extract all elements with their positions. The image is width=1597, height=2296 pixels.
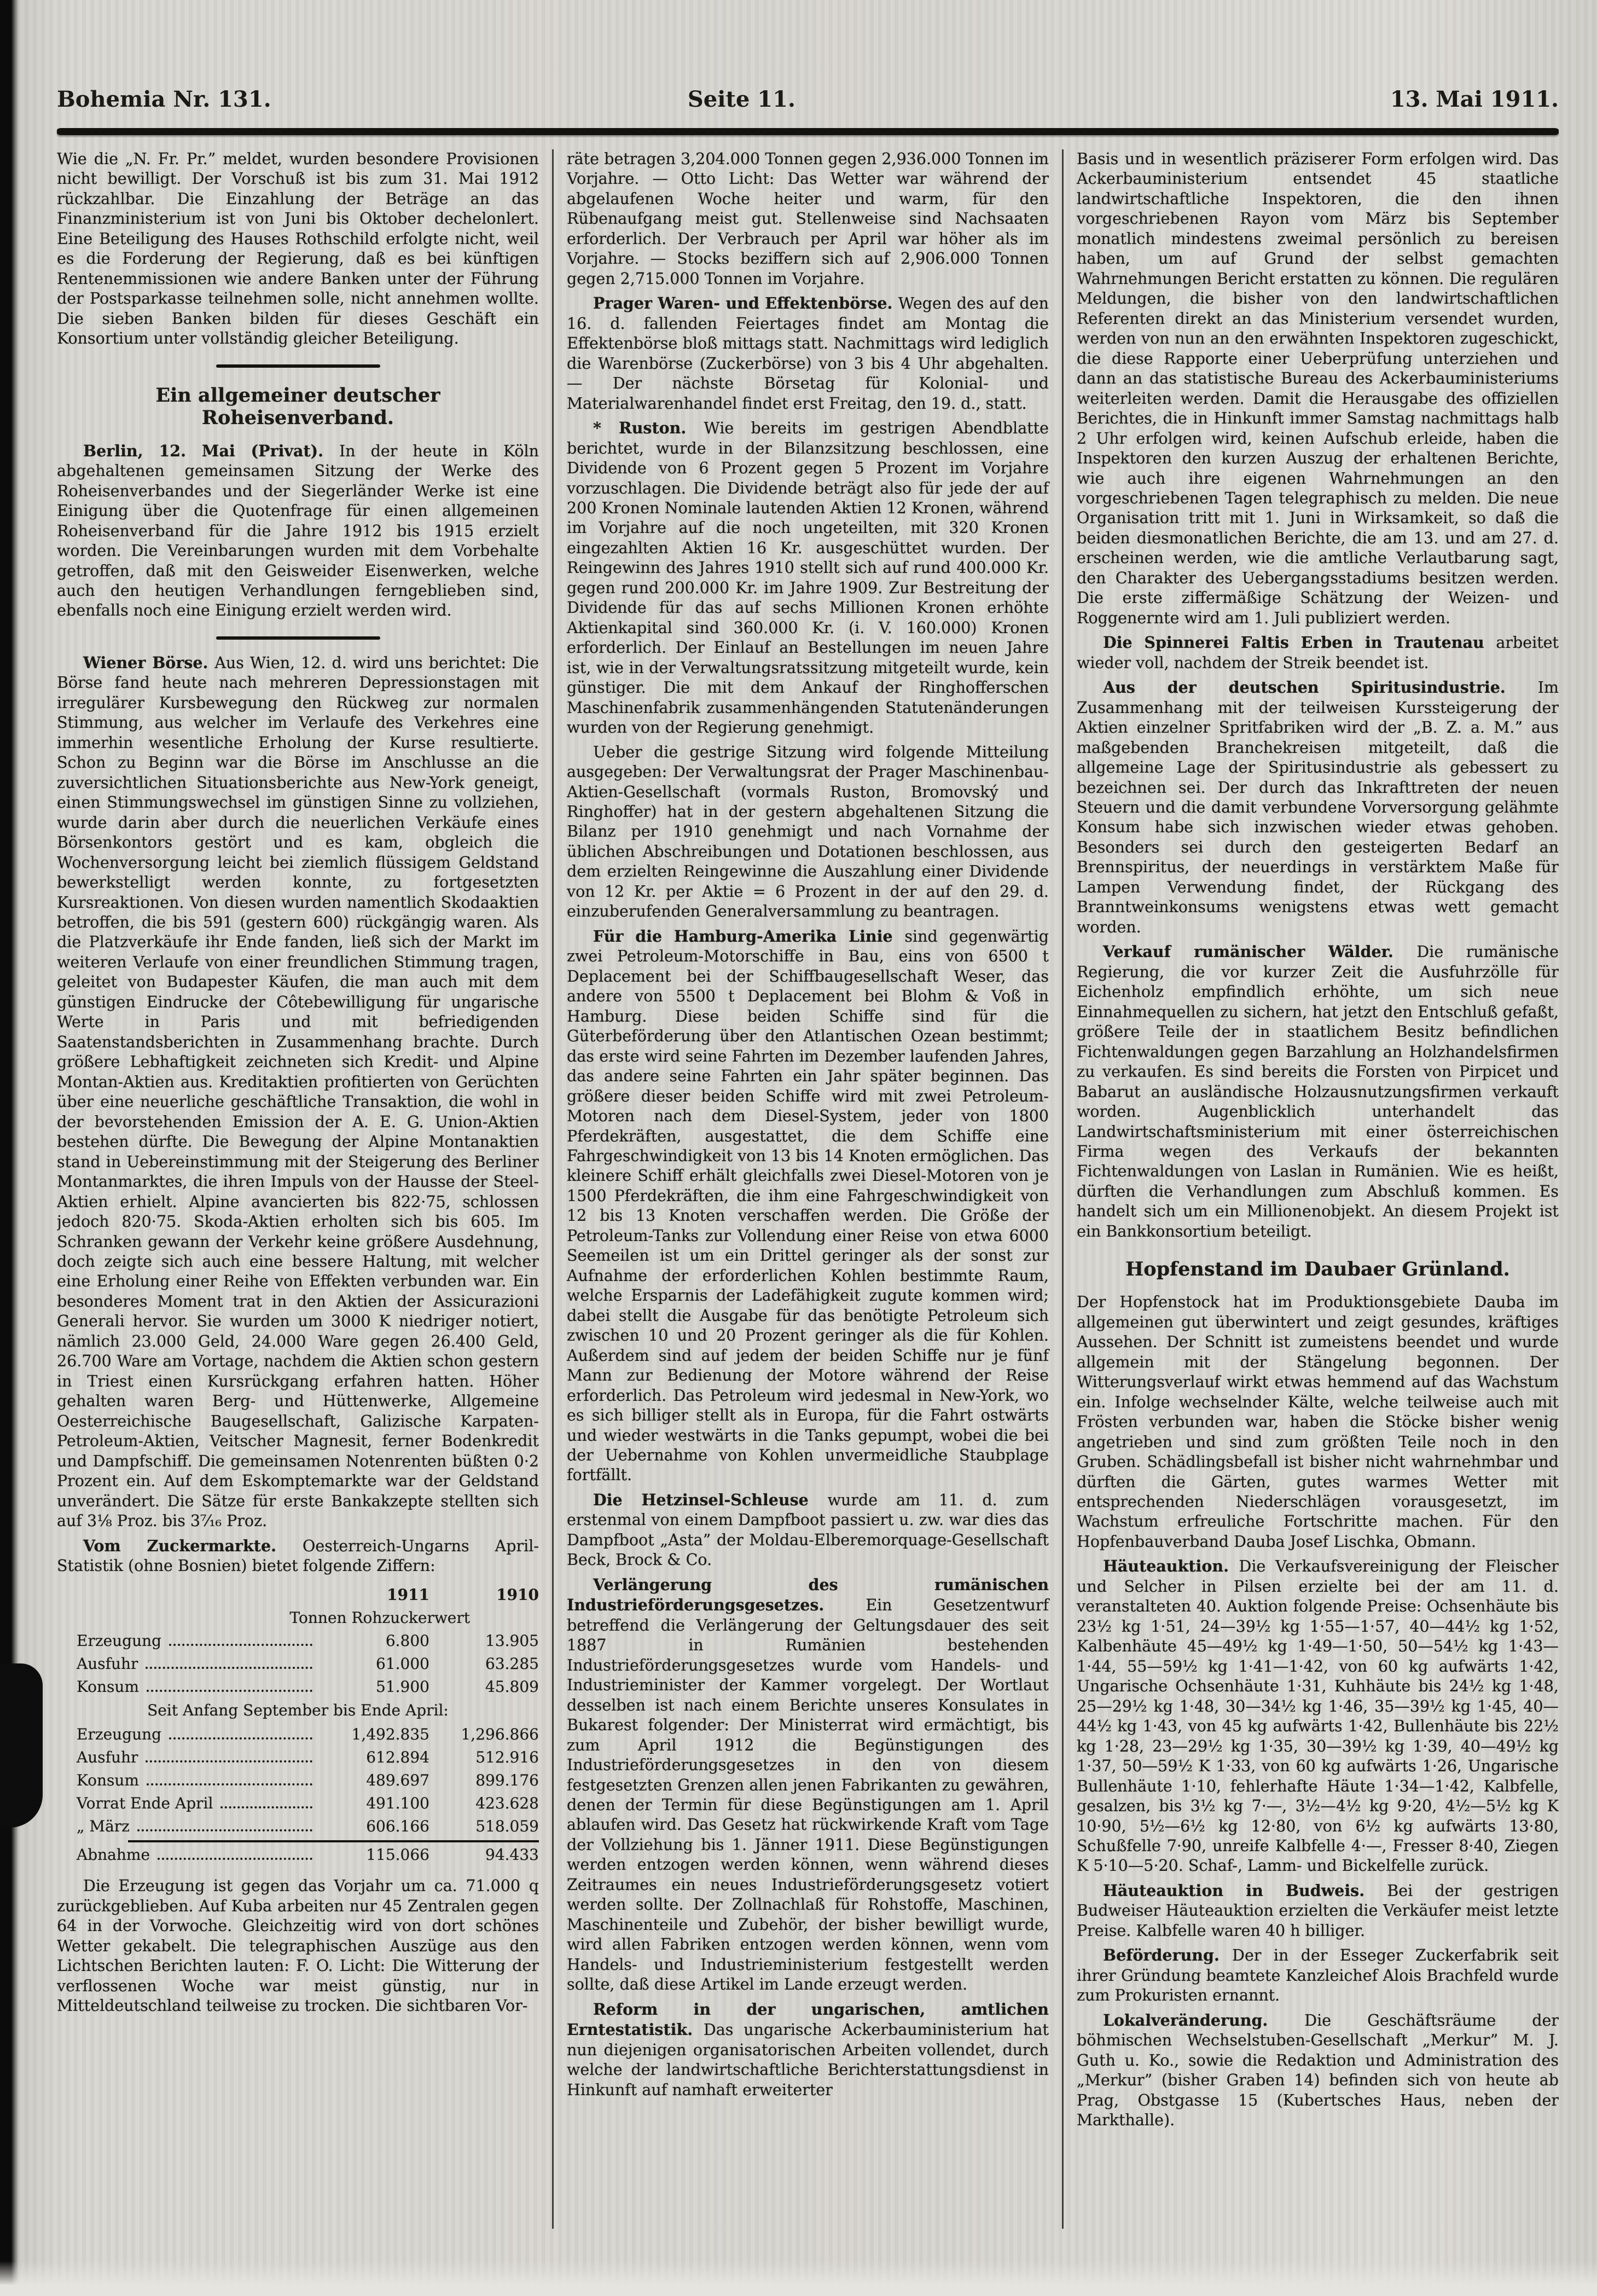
paragraph-lead: Reform in der ungarischen, amtlichen Erntestatistik.: [567, 1999, 1049, 2039]
column-3: [1065, 149, 1559, 2229]
paragraph-lead: Lokalveränderung.: [1103, 2010, 1305, 2030]
table-row: [57, 1792, 539, 1815]
table-value-1911: 1,492.835: [351, 1725, 429, 1744]
article-paragraph: Die Erzeugung ist gegen das Vorjahr um ca. 71.000 q zurückgeblieben. Auf Kuba arbeiten nur 45 Zentralen gegen 64 in der Vorwoche. Gleichzeitig wird von dort schönes Wetter gekabelt. Die telegraphischen Auszüge aus den Lichtschen Berichten lauten: F. O. Licht: Die Witterung der verflossenen Woche war meist günstig, nur in Mitteldeutschland teilweise zu trocken. Die sichtbaren Vor-: [57, 1877, 539, 2015]
paragraph-lead: Wiener Börse.: [83, 653, 215, 672]
article-paragraph: Reform in der ungarischen, amtlichen Erntestatistik. Das ungarische Ackerbauministerium hat nun diejenigen organisatorischen Arbeiten vollendet, durch welche der landwirtschaftliche Berichterstattungsdienst in Hinkunft auf namhaft erweiterter: [567, 1999, 1049, 2099]
table-row-label: Ausfuhr: [77, 1655, 138, 1673]
table-value-1911: 489.697: [366, 1771, 429, 1790]
table-row-label: Erzeugung: [77, 1632, 162, 1650]
article-paragraph: Aus der deutschen Spiritusindustrie. Im Zusammenhang mit der teilweisen Kurssteigerung der Aktien einzelner Spritfabriken wird der „B. Z. a. M.” aus maßgebenden Branchekreisen mitgeteilt, daß die allgemeine Lage der Spiritusindustrie als gebessert zu bezeichnen sei. Der durch das Inkrafttreten der neuen Steuern und die damit verbundene Vorversorgung gelähmte Konsum habe sich inzwischen wieder etwas gehoben. Besonders sei durch den gesteigerten Bedarf an Brennspiritus, der neuerdings in verstärktem Maße für Lampen Verwendung findet, der Rückgang des Branntweinkonsums wenigstens etwas wett gemacht worden.: [1077, 678, 1559, 936]
paragraph-lead: Für die Hamburg-Amerika Linie: [593, 926, 905, 946]
table-row-label: Konsum: [77, 1678, 140, 1696]
table-row: [57, 1769, 539, 1792]
statistics-table: [57, 1584, 539, 1866]
article-paragraph: Häuteauktion in Budweis. Bei der gestrigen Budweiser Häuteauktion erzielten die Verkäufer meist letzte Preise. Kalbfelle waren 40 h billiger.: [1077, 1881, 1559, 1940]
article-paragraph: Lokalveränderung. Die Geschäftsräume der böhmischen Wechselstuben-Gesellschaft „Merkur” M. J. Guth u. Ko., sowie die Redaktion und Administration des „Merkur” (bisher Graben 14) befinden sich von heute ab Prag, Obstgasse 15 (Kubertsches Haus, neben der Markthalle).: [1077, 2010, 1559, 2130]
dot-leader: [146, 1667, 312, 1669]
article-paragraph: * Ruston. Wie bereits im gestrigen Abendblatte berichtet, wurde in der Bilanzsitzung beschlossen, eine Dividende von 6 Prozent gegen 5 Prozent im Vorjahre vorzuschlagen. Die Dividende beträgt also für jede der auf 200 Kronen Nominale lautenden Aktien 12 Kronen, während im Vorjahre auf die noch ungeteilten, mit 320 Kronen eingezahlten Aktien 16 Kr. ausgeschüttet wurden. Der Reingewinn des Jahres 1910 stellt sich auf rund 400.000 Kr. gegen rund 200.000 Kr. im Jahre 1909. Zur Bestreitung der Dividende für das auf sechs Millionen Kronen erhöhte Aktienkapital sind 360.000 Kr. (i. V. 160.000) Kronen erforderlich. Der Einlauf an Bestellungen im neuen Jahre ist, wie in der Verwaltungsratssitzung mitgeteilt wurde, kein günstiger. Die mit dem Ankauf der Ringhofferschen Maschinenfabrik zusammenhängenden Statutenänderungen wurden von der Regierung genehmigt.: [567, 419, 1049, 737]
section-separator: [216, 364, 380, 368]
article-paragraph: Die Spinnerei Faltis Erben in Trautenau arbeitet wieder voll, nachdem der Streik beendet ist.: [1077, 633, 1559, 672]
paper-bottom-edge: [0, 2261, 1597, 2296]
table-value-1911: 6.800: [385, 1632, 429, 1650]
table-value-1910: 512.916: [475, 1748, 539, 1767]
paragraph-lead: Aus der deutschen Spiritusindustrie.: [1103, 678, 1538, 697]
table-value-1911: 61.000: [376, 1655, 429, 1673]
table-row: [57, 1746, 539, 1769]
paragraph-lead: Häuteauktion in Budweis.: [1103, 1881, 1387, 1900]
table-row-label: „ März: [77, 1817, 130, 1836]
article-columns: [57, 149, 1559, 2229]
table-row: [57, 1630, 539, 1653]
article-paragraph: Basis und in wesentlich präziserer Form erfolgen wird. Das Ackerbauministerium entsendet 45 staatliche landwirtschaftliche Inspektoren, die den ihnen vorgeschriebenen Rayon vom März bis September monatlich mindestens zweimal persönlich zu bereisen haben, um auf Grund der selbst gemachten Wahrnehmungen Bericht erstatten zu können. Die regulären Meldungen, die bisher von den landwirtschaftlichen Referenten direkt an das Ministerium versendet wurden, werden von nun an den erwähnten Inspektoren zugeschickt, die diese Rapporte einer Ueberprüfung unterziehen und dann an das statistische Bureau des Ackerbauministeriums weiterleiten werden. Damit die Herausgabe des offiziellen Berichtes, die in Hinkunft immer Samstag nachmittags halb 2 Uhr erfolgen wird, keinen Aufschub erleide, haben die Inspektoren den kurzen Auszug der erhaltenen Berichte, wie auch ihre eigenen Wahrnehmungen an den vorgeschriebenen Tagen telegraphisch zu melden. Die neue Organisation tritt mit 1. Juni in Wirksamkeit, so daß die beiden diesmonatlichen Berichte, die am 13. und am 27. d. erscheinen werden, wie die amtliche Verlautbarung sagt, den Charakter des Uebergangsstadiums besitzen werden. Die erste ziffermäßige Schätzung der Weizen- und Roggenernte wird am 1. Juli publiziert werden.: [1077, 150, 1559, 627]
paragraph-lead: Die Hetzinsel-Schleuse: [593, 1490, 828, 1509]
table-row: [57, 1675, 539, 1698]
masthead: [57, 86, 1559, 119]
table-value-1911: 491.100: [366, 1794, 429, 1813]
dot-leader: [169, 1737, 312, 1740]
article-paragraph: Wiener Börse. Aus Wien, 12. d. wird uns berichtet: Die Börse fand heute nach mehreren Depressionstagen mit irregulärer Kursbewegung den Rückweg zur normalen Stimmung, aus welcher im Verlaufe des Verkehres eine immerhin wesentliche Erholung der Kurse resultierte. Schon zu Beginn war die Börse im Anschlusse an die zuversichtlichen Situationsberichte aus New-York geneigt, einen Stimmungswechsel im günstigen Sinne zu vollziehen, wurde darin aber durch die neuerlichen Verkäufe eines Börsenkontors gestört und es kam, obgleich die Wochenversorgung leicht bei ziemlich flüssigem Geldstand bewerkstelligt werden konnte, zu fortgesetzten Kursreaktionen. Von diesen wurden namentlich Skodaaktien betroffen, die bis 591 (gestern 600) rückgängig waren. Als die Platzverkäufe ihr Ende fanden, ließ sich der Markt im weiteren Verlaufe von einer freundlichen Stimmung tragen, geleitet von Budapester Käufen, die man auch mit dem günstigen Eindrucke der Côtebewilligung für ungarische Werte in Paris und mit befriedigenden Saatenstandsberichten in Zusammenhang brachte. Durch größere Lebhaftigkeit zeichneten sich Kredit- und Alpine Montan-Aktien aus. Kreditaktien profitierten von Gerüchten über eine neuerliche geschäftliche Transaktion, die wohl in der bevorstehenden Emission der A. E. G. Union-Aktien bestehen dürfte. Die Bewegung der Alpine Montanaktien stand in Uebereinstimmung mit der Steigerung des Berliner Montanmarktes, die ihren Impuls von der Hausse der Steel-Aktien erhielt. Alpine avancierten bis 822·75, schlossen jedoch 820·75. Skoda-Aktien erholten sich bis 605. Im Schranken gewann der Verkehr keine größere Ausdehnung, doch zeigte sich auch eine bessere Haltung, mit welcher eine Erholung einer Reihe von Effekten verbunden war. Ein besonderes Moment trat in den Aktien der Assicurazioni Generali hervor. Sie wurden um 3000 K niedriger notiert, nämlich 23.000 Geld, 24.000 Ware gegen 26.400 Geld, 26.700 Ware am Vortage, nachdem die Aktien schon gestern in Triest einen Kursrückgang erfahren hatten. Höher gehalten waren Berg- und Hüttenwerke, Allgemeine Oesterreichische Baugesellschaft, Galizische Karpaten-Petroleum-Aktien, Veitscher Magnesit, ferner Bodenkredit und Dampfschiff. Die gemeinsamen Notenrenten büßten 0·2 Prozent ein. Auf dem Eskomptemarkte war der Geldstand unverändert. Die Sätze für erste Bankakzepte stellten sich auf 3⅛ Proz. bis 3⁷⁄₁₆ Proz.: [57, 653, 539, 1530]
article-paragraph: Ueber die gestrige Sitzung wird folgende Mitteilung ausgegeben: Der Verwaltungsrat der Prager Maschinenbau-Aktien-Gesellschaft (vormals Ruston, Bromovský und Ringhoffer) hat in der gestern abgehaltenen Sitzung die Bilanz per 1910 genehmigt und nach Vornahme der üblichen Abschreibungen und Dotationen beschlossen, aus dem erzielten Reingewinne die Auszahlung einer Dividende von 12 Kr. per Aktie = 6 Prozent in der auf den 29. d. einzuberufenden Generalversammlung zu beantragen.: [567, 743, 1049, 921]
table-value-1910: 423.628: [475, 1794, 539, 1813]
table-row: [57, 1653, 539, 1675]
paragraph-lead: Verkauf rumänischer Wälder.: [1103, 942, 1417, 961]
column-divider: [552, 149, 554, 2229]
article-paragraph: Wie die „N. Fr. Pr.” meldet, wurden besondere Provisionen nicht bewilligt. Der Vorschuß ist bis zum 31. Mai 1912 rückzahlbar. Die Einzahlung der Beträge an das Finanzministerium ist von Juni bis Oktober dechelonlert. Eine Beteiligung des Hauses Rothschild erfolgte nicht, weil es die Forderung der Regierung, daß es bei künftigen Rentenemmissionen wie andere Banken unter der Führung der Postsparkasse teilnehmen solle, nicht annehmen wollte. Die sieben Banken bilden für dieses Geschäft ein Konsortium unter vollständig gleicher Beteiligung.: [57, 150, 539, 348]
column-divider: [1062, 149, 1064, 2229]
paragraph-lead: Die Spinnerei Faltis Erben in Trautenau: [1103, 633, 1496, 652]
table-year-headers: [57, 1584, 539, 1607]
article-paragraph: Vom Zuckermarkte. Oesterreich-Ungarns April-Statistik (ohne Bosnien) bietet folgende Ziffern:: [57, 1536, 539, 1575]
column-2: [555, 149, 1061, 2229]
table-value-1911: 51.900: [376, 1678, 429, 1696]
table-row: [57, 1843, 539, 1866]
dot-leader: [146, 1760, 312, 1762]
table-row-label: Erzeugung: [77, 1725, 162, 1744]
article-paragraph: Der Hopfenstock hat im Produktionsgebiete Dauba im allgemeinen gut überwintert und zeigt gesundes, kräftiges Aussehen. Der Schnitt ist zumeistens beendet und wurde allgemein mit der Stängelung begonnen. Der Witterungsverlauf wirkt etwas hemmend auf das Wachstum ein. Infolge wechselnder Kälte, welche teilweise auch mit Frösten verbunden war, haben die Stöcke bisher wenig angetrieben und sind zum größten Teile noch in den Gruben. Schädlingsbefall ist bisher nicht wahrnehmbar und dürften die Gärten, gutes warmes Wetter mit entsprechenden Niederschlägen vorausgesetzt, im Wachstum erfreuliche Fortschritte machen. Für den Hopfenbauverband Dauba Josef Lischka, Obmann.: [1077, 1293, 1559, 1551]
table-row: [57, 1815, 539, 1838]
dot-leader: [137, 1829, 312, 1831]
table-row-label: Abnahme: [77, 1846, 150, 1864]
paragraph-lead: * Ruston.: [593, 419, 704, 438]
paragraph-lead: Vom Zuckermarkte.: [83, 1536, 303, 1555]
table-value-1910: 518.059: [475, 1817, 539, 1836]
table-value-1910: 94.433: [485, 1846, 539, 1864]
paragraph-lead: Prager Waren- und Effektenbörse.: [593, 294, 898, 313]
dot-leader: [147, 1690, 312, 1692]
article-paragraph: Für die Hamburg-Amerika Linie sind gegenwärtig zwei Petroleum-Motorschiffe in Bau, eins von 6500 t Deplacement bei der Schiffbaugesellschaft Weser, das andere von 5500 t Deplacement bei Blohm & Voß in Hamburg. Diese beiden Schiffe sind für die Güterbeförderung über den Atlantischen Ozean bestimmt; das erste wird seine Fahrten im Dezember laufenden Jahres, das andere seine Fahrten ein Jahr später beginnen. Das größere dieser beiden Schiffe wird mit zwei Petroleum-Motoren nach dem Diesel-System, jeder von 1800 Pferdekräften, ausgestattet, die dem Schiffe eine Fahrgeschwindigkeit von 13 bis 14 Knoten ermöglichen. Das kleinere Schiff erhält gleichfalls zwei Diesel-Motoren von je 1500 Pferdekräften, die ihm eine Fahrgeschwindigkeit von 12 bis 13 Knoten verschaffen werden. Die Größe der Petroleum-Tanks zur Vollendung einer Reise von etwa 6000 Seemeilen ist um ein Drittel geringer als der sonst zur Aufnahme der erforderlichen Kohlen bestimmte Raum, welche Ersparnis der Ladefähigkeit zugute kommen wird; dabei stellt die Ausgabe für das benötigte Petroleum sich zwischen 10 und 20 Prozent geringer als die für Kohlen. Außerdem sind auf jedem der beiden Schiffe nur je fünf Mann zur Bedienung der Motore während der Reise erforderlich. Das Petroleum wird jedesmal in New-York, wo es sich billiger stellt als in Europa, für die Fahrt ostwärts und wieder westwärts in die Tanks gepumpt, wobei die bei der Uebernahme von Kohlen unvermeidliche Staubplage fortfällt.: [567, 926, 1049, 1485]
article-paragraph: Verkauf rumänischer Wälder. Die rumänische Regierung, die vor kurzer Zeit die Ausfuhrzölle für Eichenholz empfindlich erhöhte, um sich neue Einnahmequellen zu sichern, hat jetzt den Entschluß gefaßt, größere Teile der in staatlichem Besitz befindlichen Fichtenwaldungen gegen Barzahlung an Holzhandelsfirmen zu verkaufen. Es sind bereits die Forsten von Pirpicet und Babarut an ausländische Holzausnutzungsfirmen verkauft worden. Augenblicklich unterhandelt das Landwirtschaftsministerium mit einer österreichischen Firma wegen des Verkaufs der bekannten Fichtenwaldungen von Laslan in Rumänien. Wie es heißt, dürften die Verhandlungen zum Abschluß kommen. Es handelt sich um ein Millionenobjekt. An diesem Projekt ist ein Bankkonsortium beteiligt.: [1077, 942, 1559, 1240]
table-value-1911: 115.066: [366, 1846, 429, 1864]
dot-leader: [169, 1644, 312, 1646]
table-value-1910: 63.285: [485, 1655, 539, 1673]
issue-date: 13. Mai 1911.: [1390, 86, 1559, 112]
paragraph-lead: Berlin, 12. Mai (Privat).: [83, 441, 339, 460]
table-section-caption: Seit Anfang September bis Ende April:: [147, 1701, 449, 1720]
table-year-header: 1910: [496, 1586, 539, 1604]
dot-leader: [220, 1806, 312, 1808]
table-row-label: Vorrat Ende April: [77, 1794, 213, 1813]
dot-leader: [158, 1858, 312, 1860]
article-paragraph: Die Hetzinsel-Schleuse wurde am 11. d. zum erstenmal von einem Dampfboot passiert u. zw. war dies das Dampfboot „Asta” der Moldau-Elberemorquage-Gesellschaft Beck, Brock & Co.: [567, 1490, 1049, 1569]
article-paragraph: Berlin, 12. Mai (Privat). In der heute in Köln abgehaltenen gemeinsamen Sitzung der Werke des Roheisenverbandes und der Siegerländer Werke ist eine Einigung über die Quotenfrage für einen allgemeinen Roheisenverband für die Jahre 1912 bis 1915 erzielt worden. Die Vereinbarungen wurden mit dem Vorbehalte getroffen, daß mit den Geisweider Eisenwerken, welche auch den heutigen Verhandlungen ferngeblieben sind, ebenfalls noch eine Einigung erzielt werden wird.: [57, 441, 539, 620]
page-content: [0, 86, 1597, 2229]
table-value-1910: 45.809: [485, 1678, 539, 1696]
article-paragraph: räte betragen 3,204.000 Tonnen gegen 2,936.000 Tonnen im Vorjahre. — Otto Licht: Das Wetter war während der abgelaufenen Woche heiter und warm, für den Rübenaufgang meist gut. Stellenweise sind Nachsaaten erforderlich. Der Verbrauch per April war höher als im Vorjahre. — Stocks beziffern sich auf 2,906.000 Tonnen gegen 2,715.000 Tonnen im Vorjahre.: [567, 150, 1049, 288]
paragraph-lead: Beförderung.: [1103, 1946, 1233, 1965]
table-row-label: Konsum: [77, 1771, 140, 1790]
table-value-1910: 1,296.866: [461, 1725, 539, 1744]
article-paragraph: Verlängerung des rumänischen Industrieförderungsgesetzes. Ein Gesetzentwurf betreffend die Verlängerung der Geltungsdauer des seit 1887 in Rumänien bestehenden Industrieförderungsgesetzes wurde vom Handels- und Industrieminister der Kammer vorgelegt. Der Wortlaut desselben ist nach einem Berichte unseres Konsulates in Bukarest folgender: Der Ministerrat wird ermächtigt, bis zum April 1912 die Begünstigungen des Industrieförderungsgesetzes in den von diesem festgesetzten Grenzen allen jenen Fabrikanten zu gewähren, denen der Termin für diese Begünstigungen am 1. April ablaufen wird. Das Gesetz hat rückwirkende Kraft vom Tage der Vollziehung bis 1. Jänner 1911. Diese Begünstigungen werden entzogen werden können, wenn während dieses Zeitraumes ein neues Industrieförderungsgesetz votiert werden sollte. Der Zollnachlaß für Rohstoffe, Maschinen, Maschinenteile und Zubehör, der bisher bewilligt wurde, wird allen Fabriken entzogen werden können, wenn vom Handels- und Industrieministerium festgestellt werden sollte, daß diese Artikel im Lande erzeugt werden.: [567, 1575, 1049, 1994]
table-row: [57, 1723, 539, 1746]
article-paragraph: Beförderung. Der in der Esseger Zuckerfabrik seit ihrer Gründung beamtete Kanzleichef Alois Brachfeld wurde zum Prokuristen ernannt.: [1077, 1946, 1559, 2005]
section-separator: [216, 636, 380, 640]
article-heading: Ein allgemeiner deutscher Roheisenverband.: [155, 384, 440, 429]
paragraph-lead: Verlängerung des rumänischen Industrieförderungsgesetzes.: [567, 1575, 1049, 1615]
column-1: [57, 149, 551, 2229]
table-value-1911: 606.166: [366, 1817, 429, 1836]
article-heading: Hopfenstand im Daubaer Grünland.: [1125, 1258, 1510, 1281]
table-row-label: Ausfuhr: [77, 1748, 138, 1767]
dot-leader: [147, 1783, 312, 1785]
table-value-1910: 13.905: [485, 1632, 539, 1650]
table-value-1910: 899.176: [475, 1771, 539, 1790]
table-sum-rule: [128, 1840, 539, 1842]
page-number: Seite 11.: [687, 86, 795, 112]
masthead-rule: [57, 128, 1559, 135]
issue-number: Bohemia Nr. 131.: [57, 86, 271, 112]
table-value-1911: 612.894: [366, 1748, 429, 1767]
article-paragraph: Prager Waren- und Effektenbörse. Wegen des auf den 16. d. fallenden Feiertages findet am Montag die Effektenbörse bloß mittags statt. Nachmittags wird lediglich die Warenbörse (Zuckerbörse) von 3 bis 4 Uhr abgehalten. — Der nächste Börsetag für Kolonial- und Materialwarenhandel findet erst Freitag, den 19. d., statt.: [567, 294, 1049, 413]
article-paragraph: Häuteauktion. Die Verkaufsvereinigung der Fleischer und Selcher in Pilsen erzielte bei der am 11. d. veranstalteten 40. Auktion folgende Preise: Ochsenhäute bis 23½ kg 1·51, 24—39½ kg 1·55—1·57, 40—44½ kg 1·52, Kalbenhäute 45—49½ kg 1·49—1·50, 50—54½ kg 1·43—1·44, 55—59½ kg 1·41—1·42, von 60 kg aufwärts 1·42, Ungarische Ochsenhäute 1·31, Kuhhäute bis 24½ kg 1·48, 25—29½ kg 1·48, 30—34½ kg 1·46, 35—39½ kg 1·45, 40—44½ kg 1·43, von 45 kg aufwärts 1·42, Bullenhäute bis 22½ kg 1·28, 23—29½ kg 1·35, 30—39½ kg 1·39, 40—49½ kg 1·37, 50—59½ K 1·33, von 60 kg aufwärts 1·26, Ungarische Bullenhäute 1·10, fehlerhafte Häute 1·34—1·42, Kalbfelle, gesalzen, bis 3½ kg 7·—, 3½—4½ kg 9·20, 4½—5½ kg K 10·90, 5½—6½ kg 12·80, von 6½ kg aufwärts 13·80, Schußfelle 7·90, unreife Kalbfelle 4·—, Fresser 8·40, Ziegen K 5·10—5·20. Schaf-, Lamm- und Bickelfelle zurück.: [1077, 1557, 1559, 1875]
paragraph-lead: Häuteauktion.: [1103, 1557, 1239, 1576]
table-unit-header: Tonnen Rohzuckerwert: [289, 1609, 470, 1627]
table-year-header: 1911: [387, 1586, 429, 1604]
